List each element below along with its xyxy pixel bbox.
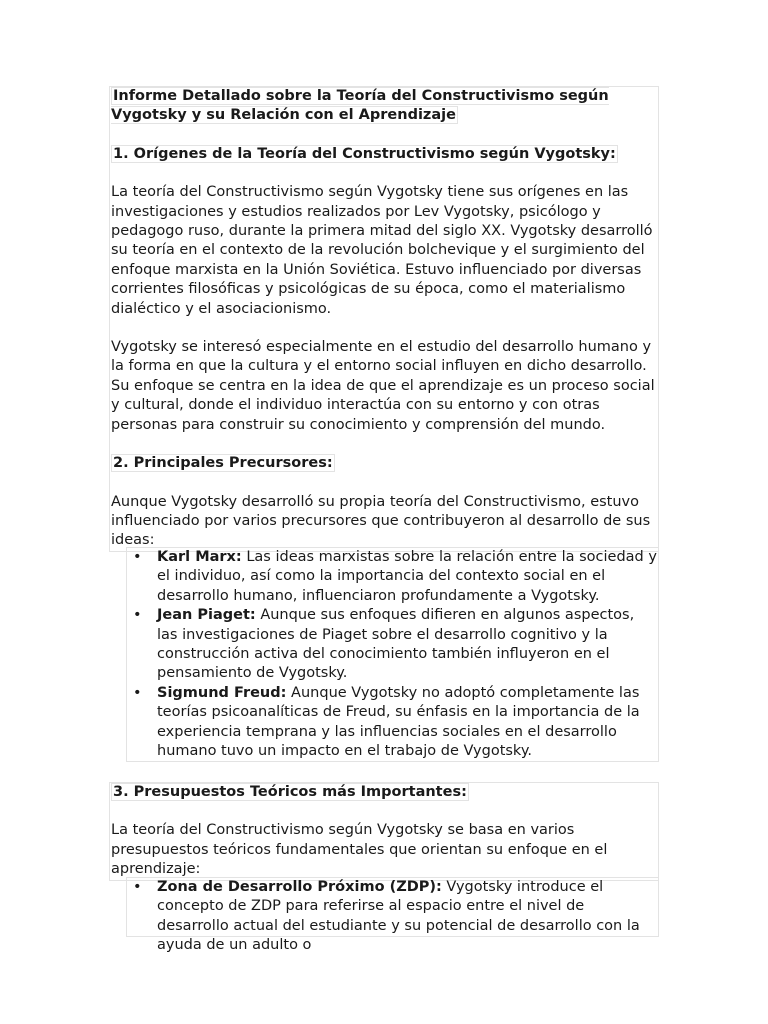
list-item-text: Las ideas marxistas sobre la relación entre la sociedad y el individuo, así como la importancia del contexto social en el desarrollo humano, influenciaron profundamente a Vygotsky. [157,549,657,604]
assumptions-list [126,877,659,954]
text-block-main [109,86,659,552]
bullet-icon: • [133,684,142,701]
section-1-heading: 1. Orígenes de la Teoría del Constructivismo según Vygotsky: [113,145,616,162]
section-3-intro: La teoría del Constructivismo según Vygotsky se basa en varios presupuestos teóricos fundamentales que orientan su enfoque en el aprendizaje: [111,822,608,878]
list-item-text: Aunque sus enfoques difieren en algunos aspectos, las investigaciones de Piaget sobre el desarrollo cognitivo y la construcción activa del conocimiento también influyeron en el pensamiento de Vygotsky. [157,607,635,682]
list-item [133,548,658,606]
list-item-name: Zona de Desarrollo Próximo (ZDP): [157,879,442,895]
text-block-section-3 [109,782,659,881]
list-item [133,684,658,762]
list-item-name: Jean Piaget: [157,607,256,624]
list-item-text: Vygotsky introduce el concepto de ZDP para referirse al espacio entre el nivel de desarrollo actual del estudiante y su potencial de desarrollo con la ayuda de un adulto o [157,879,640,954]
section-1-paragraph-1: La teoría del Constructivismo según Vygotsky tiene sus orígenes en las investigaciones y estudios realizados por Lev Vygotsky, psicólogo y pedagogo ruso, durante la primera mitad del siglo XX. Vygotsky desarrolló su teoría en el contexto de la revolución bolchevique y el surgimiento del enfoque marxista en la Unión Soviética. Estuvo influenciado por diversas corrientes filosóficas y psicológicas de su época, como el materialismo dialéctico y el asociacionismo. [111,184,653,317]
list-item [133,606,658,684]
document-title: Informe Detallado sobre la Teoría del Constructivismo según Vygotsky y su Relación con el Aprendizaje [111,88,609,124]
precursors-list [126,547,659,762]
section-2-intro: Aunque Vygotsky desarrolló su propia teoría del Constructivismo, estuvo influenciado por varios precursores que contribuyeron al desarrollo de sus ideas: [111,493,651,549]
bullet-icon: • [133,607,142,624]
list-item [133,878,658,956]
bullet-icon: • [133,549,142,565]
section-1-paragraph-2: Vygotsky se interesó especialmente en el estudio del desarrollo humano y la forma en que la cultura y el entorno social influyen en dicho desarrollo. Su enfoque se centra en la idea de que el aprendizaje es un proceso social y cultural, donde el individuo interactúa con su entorno y con otras personas para construir su conocimiento y comprensión del mundo. [111,339,655,433]
list-item-text: Aunque Vygotsky no adoptó completamente las teorías psicoanalíticas de Freud, su énfasis en la importancia de la experiencia temprana y las influencias sociales en el desarrollo humano tuvo un impacto en el trabajo de Vygotsky. [157,684,640,760]
list-item-name: Sigmund Freud: [157,684,287,701]
section-2-heading: 2. Principales Precursores: [113,455,333,472]
bullet-icon: • [133,879,142,895]
list-item-name: Karl Marx: [157,549,242,565]
section-3-heading: 3. Presupuestos Teóricos más Importantes: [113,784,467,800]
